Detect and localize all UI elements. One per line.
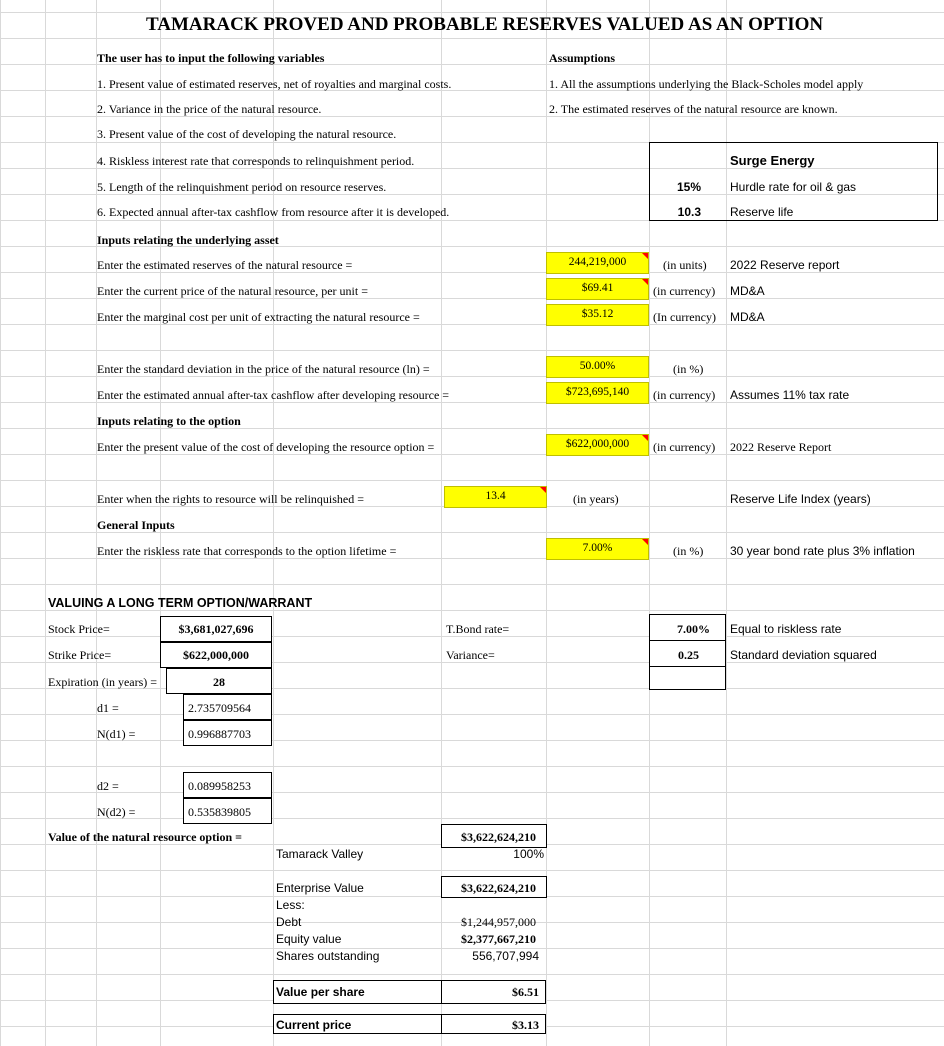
stock-price-value: $3,681,027,696: [178, 622, 254, 636]
d1-value: 2.735709564: [188, 701, 251, 715]
sd-input[interactable]: 50.00%: [546, 356, 649, 378]
option-heading: Inputs relating to the option: [97, 414, 241, 428]
debt-value: $1,244,957,000: [461, 915, 536, 929]
cashflow-input[interactable]: $723,695,140: [546, 382, 649, 404]
underlying-heading: Inputs relating the underlying asset: [97, 233, 279, 247]
intro-item: 4. Riskless interest rate that corresponds to relinquishment period.: [97, 154, 415, 168]
price-unit: (in currency): [653, 284, 716, 298]
nd1-label: N(d1) =: [97, 727, 136, 741]
relinquish-note: Reserve Life Index (years): [730, 492, 871, 506]
less-label: Less:: [276, 898, 305, 912]
comment-marker-icon: [642, 539, 648, 545]
relinquish-label: Enter when the rights to resource will be relinquished =: [97, 492, 365, 506]
reserves-note: 2022 Reserve report: [730, 258, 840, 272]
ev-value: $3,622,624,210: [461, 881, 536, 895]
company-label: Tamarack Valley: [276, 847, 364, 861]
reserve-life-value: 10.3: [677, 205, 701, 219]
nd2-label: N(d2) =: [97, 805, 136, 819]
price-note: MD&A: [730, 284, 765, 298]
value-per-share-value: $6.51: [512, 985, 539, 999]
sd-label: Enter the standard deviation in the price of the natural resource (ln) =: [97, 362, 430, 376]
dev-cost-label: Enter the present value of the cost of developing the resource option =: [97, 440, 435, 454]
cashflow-label: Enter the estimated annual after-tax cashflow after developing resource =: [97, 388, 450, 402]
riskless-rate-note: 30 year bond rate plus 3% inflation: [730, 544, 915, 558]
strike-price-label: Strike Price=: [48, 648, 112, 662]
comment-marker-icon: [642, 253, 648, 259]
intro-item: 1. Present value of estimated reserves, net of royalties and marginal costs.: [97, 77, 452, 91]
variance-note: Standard deviation squared: [730, 648, 877, 662]
intro-item: 5. Length of the relinquishment period on resource reserves.: [97, 180, 387, 194]
empty-output-cell[interactable]: [649, 666, 726, 690]
reserves-input[interactable]: 244,219,000: [546, 252, 649, 274]
option-value: $3,622,624,210: [461, 830, 536, 844]
comment-marker-icon: [540, 487, 546, 493]
expiration-value: 28: [213, 675, 225, 689]
reserves-unit: (in units): [663, 258, 707, 272]
relinquish-unit: (in years): [573, 492, 619, 506]
current-price-label: Current price: [276, 1018, 352, 1032]
dev-cost-input[interactable]: $622,000,000: [546, 434, 649, 456]
reserves-label: Enter the estimated reserves of the natural resource =: [97, 258, 353, 272]
tbond-note: Equal to riskless rate: [730, 622, 842, 636]
cost-label: Enter the marginal cost per unit of extracting the natural resource =: [97, 310, 420, 324]
riskless-rate-label: Enter the riskless rate that corresponds to the option lifetime =: [97, 544, 397, 558]
cost-note: MD&A: [730, 310, 765, 324]
d2-label: d2 =: [97, 779, 119, 793]
assumption-item: 2. The estimated reserves of the natural resource are known.: [549, 102, 838, 116]
hurdle-rate-value: 15%: [676, 180, 701, 194]
cashflow-note: Assumes 11% tax rate: [730, 388, 850, 402]
comment-marker-icon: [642, 279, 648, 285]
general-heading: General Inputs: [97, 518, 175, 532]
intro-item: 6. Expected annual after-tax cashflow from resource after it is developed.: [97, 205, 450, 219]
equity-value: $2,377,667,210: [461, 932, 536, 946]
value-per-share-label: Value per share: [276, 985, 365, 999]
nd1-value: 0.996887703: [188, 727, 251, 741]
surge-title: Surge Energy: [730, 153, 815, 168]
assumption-item: 1. All the assumptions underlying the Black-Scholes model apply: [549, 77, 864, 91]
riskless-rate-unit: (in %): [673, 544, 704, 558]
reserve-life-label: Reserve life: [730, 205, 794, 219]
tbond-label: T.Bond rate=: [446, 622, 510, 636]
stock-price-label: Stock Price=: [48, 622, 110, 636]
shares-label: Shares outstanding: [276, 949, 380, 963]
intro-item: 3. Present value of the cost of developing the natural resource.: [97, 127, 397, 141]
variance-label: Variance=: [446, 648, 495, 662]
current-price-value: $3.13: [512, 1018, 539, 1032]
variance-value: 0.25: [678, 648, 699, 662]
price-label: Enter the current price of the natural resource, per unit =: [97, 284, 368, 298]
riskless-rate-input[interactable]: 7.00%: [546, 538, 649, 560]
dev-cost-note: 2022 Reserve Report: [730, 440, 832, 454]
cost-input[interactable]: $35.12: [546, 304, 649, 326]
ev-label: Enterprise Value: [276, 881, 364, 895]
debt-label: Debt: [276, 915, 302, 929]
comment-marker-icon: [642, 435, 648, 441]
sd-unit: (in %): [673, 362, 704, 376]
sheet-title: TAMARACK PROVED AND PROBABLE RESERVES VALUED AS AN OPTION: [146, 14, 824, 35]
ownership-pct: 100%: [513, 847, 544, 861]
nd2-value: 0.535839805: [188, 805, 251, 819]
cost-unit: (In currency): [653, 310, 716, 324]
d1-label: d1 =: [97, 701, 119, 715]
intro-heading: The user has to input the following variables: [97, 51, 325, 65]
assumptions-heading: Assumptions: [549, 51, 616, 65]
expiration-label: Expiration (in years) =: [48, 675, 158, 689]
option-value-label: Value of the natural resource option =: [48, 830, 242, 844]
dev-cost-unit: (in currency): [653, 440, 716, 454]
relinquish-input[interactable]: 13.4: [444, 486, 547, 508]
d2-value: 0.089958253: [188, 779, 251, 793]
strike-price-value: $622,000,000: [183, 648, 249, 662]
cashflow-unit: (in currency): [653, 388, 716, 402]
shares-value: 556,707,994: [472, 949, 539, 963]
equity-label: Equity value: [276, 932, 342, 946]
price-input[interactable]: $69.41: [546, 278, 649, 300]
intro-item: 2. Variance in the price of the natural resource.: [97, 102, 322, 116]
tbond-value: 7.00%: [677, 622, 710, 636]
valuation-heading: VALUING A LONG TERM OPTION/WARRANT: [48, 596, 313, 610]
hurdle-rate-label: Hurdle rate for oil & gas: [730, 180, 857, 194]
